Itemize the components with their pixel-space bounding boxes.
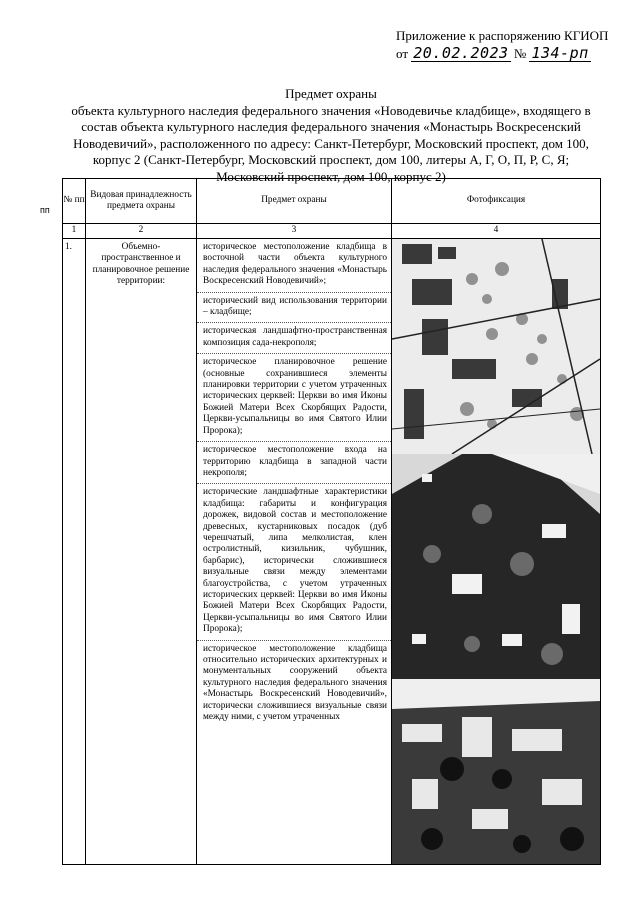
document-title — [62, 86, 600, 185]
column-number: 2 — [86, 224, 197, 239]
column-number: 3 — [197, 224, 392, 239]
margin-mark: пп — [40, 205, 50, 215]
order-number-sign: № — [513, 46, 527, 61]
aerial-oblique-photo — [392, 454, 600, 679]
order-date: 20.02.2023 — [413, 44, 509, 62]
order-number: 134-рп — [531, 44, 589, 62]
row-kind: Объемно-пространственное и планировочное решение территории: — [86, 239, 197, 865]
aerial-panorama-photo — [392, 679, 600, 864]
protection-item: исторический вид использования территории – кладбище; — [197, 293, 391, 324]
protection-item: историческое местоположение входа на территорию кладбища в западной части некрополя; — [197, 442, 391, 484]
row-number: 1. — [63, 239, 86, 865]
table-row — [63, 239, 601, 865]
header-kind: Видовая принадлежность предмета охраны — [86, 179, 197, 224]
photo-column — [392, 239, 601, 865]
protection-item: исторические ландшафтные характеристики кладбища: габариты и конфигурация дорожек, видовой состав и местоположение древесных, кустарниковых посадок (дуб черешчатый, липа мелколистая, клен остролистный, кизильник, чубушник, барбарис), исторически сложившиеся визуальные связи между элементами благоустройства, с учетом утраченных исторических церквей: Церкви во имя Иконы Божией Матери Всех Скорбящих Радости, Церкви-усыпальницы во имя Святого Илии Пророка); — [197, 484, 391, 640]
order-prefix: от — [396, 46, 409, 61]
protection-item: историческое местоположение кладбища в восточной части объекта культурного наследия федерального значения «Монастырь Воскресенский Новодевичий»; — [197, 239, 391, 293]
annex-header: Приложение к распоряжению КГИОП — [396, 28, 609, 43]
header-number: № пп — [63, 179, 86, 224]
order-reference — [396, 45, 591, 62]
protection-subject-table — [62, 178, 601, 865]
header-photo: Фотофиксация — [392, 179, 601, 224]
aerial-plan-photo — [392, 239, 600, 454]
header-subject: Предмет охраны — [197, 179, 392, 224]
column-number: 1 — [63, 224, 86, 239]
column-number-row — [63, 224, 601, 239]
table-header-row — [63, 179, 601, 224]
column-number: 4 — [392, 224, 601, 239]
title-heading: Предмет охраны — [285, 86, 377, 101]
title-body: объекта культурного наследия федерального значения «Новодевичье кладбище», входящего в состав объекта культурного наследия федерального значения «Монастырь Воскресенский Новодевичий», расположенного по адресу: Санкт-Петербург, Московский проспект, дом 100, корпус 2 (Санкт-Петербург, Московский проспект, дом 100, литеры А, Г, О, П, Р, С, Я; Московский проспект, дом 100, корпус 2) — [71, 102, 591, 184]
protection-item: историческое планировочное решение (основные сохранившиеся элементы планировки территории с учетом утраченных исторических церквей: Церкви во имя Иконы Божией Матери Всех Скорбящих Радости, Церкви-усыпальницы во имя Святого Илии Пророка); — [197, 354, 391, 442]
protection-item: историческая ландшафтно-пространственная композиция сада-некрополя; — [197, 323, 391, 354]
row-items — [197, 239, 392, 865]
protection-item: историческое местоположение кладбища относительно исторических архитектурных и монументальных сооружений объекта культурного наследия федерального значения «Монастырь Воскресенский Новодевичий», исторически сложившиеся визуальные связи между ними, с учетом утраченных — [203, 643, 387, 723]
